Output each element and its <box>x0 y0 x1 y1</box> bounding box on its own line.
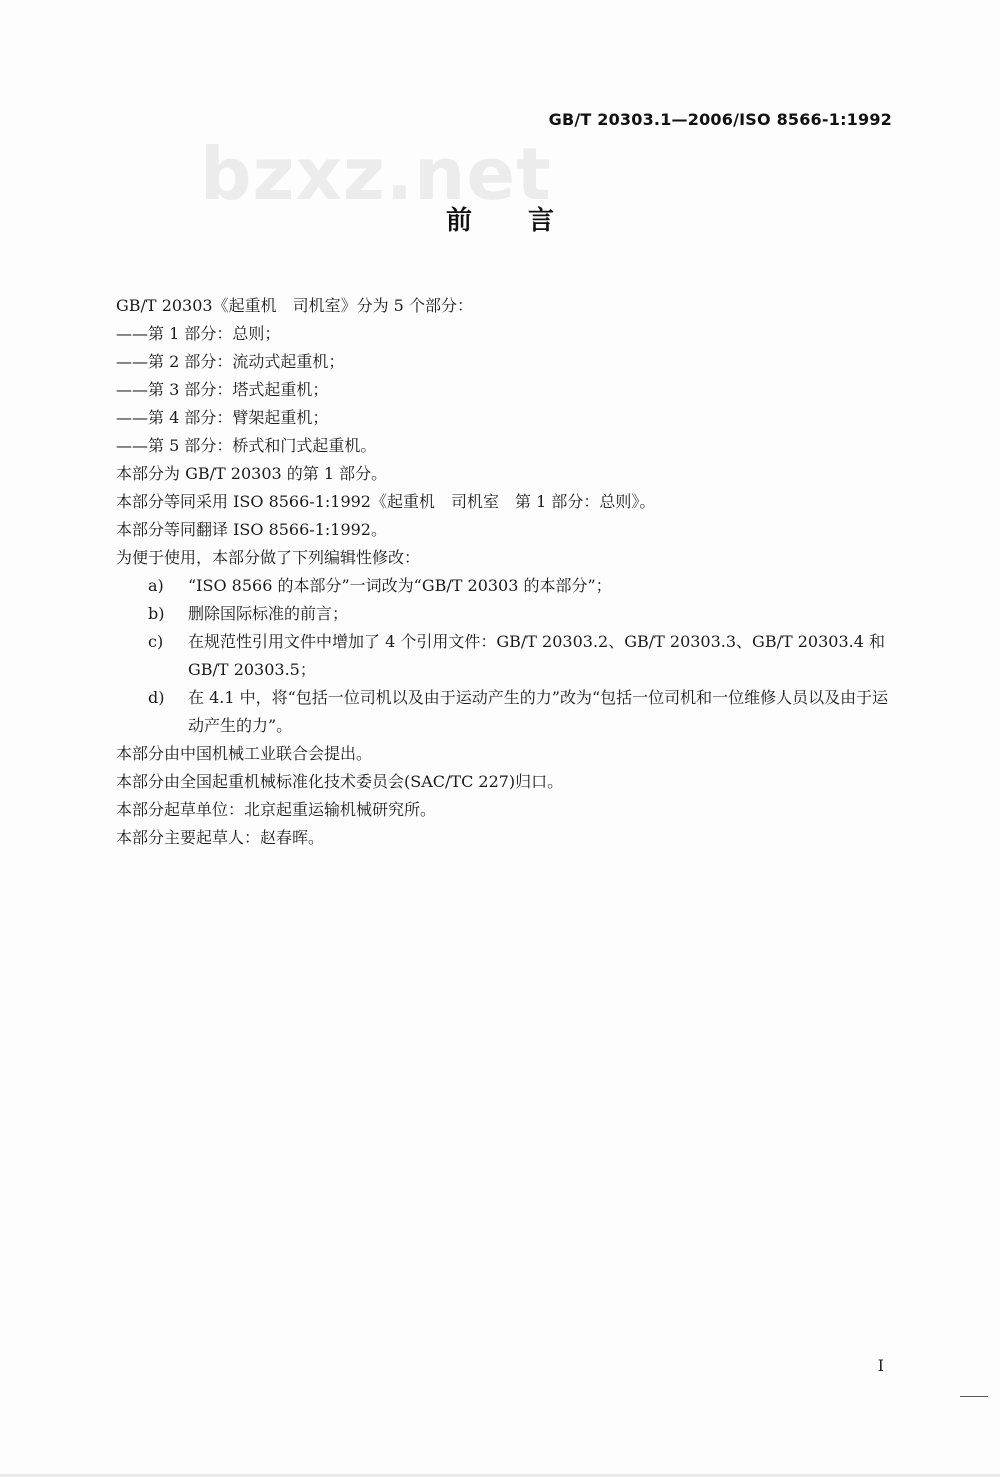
edit-item <box>116 600 896 628</box>
intro-line: GB/T 20303《起重机 司机室》分为 5 个部分： <box>116 296 473 315</box>
standard-code: GB/T 20303.1—2006/ISO 8566-1:1992 <box>548 110 892 129</box>
edit-item <box>116 628 896 684</box>
paragraph: 本部分由中国机械工业联合会提出。 <box>116 744 373 763</box>
paragraph: 本部分主要起草人：赵春晖。 <box>116 828 325 847</box>
edit-item-mark: a) <box>148 576 164 595</box>
paragraph: 本部分等同采用 ISO 8566-1:1992《起重机 司机室 第 1 部分：总则》。 <box>116 492 656 511</box>
edit-item-text: “ISO 8566 的本部分”一词改为“GB/T 20303 的本部分”； <box>188 576 612 595</box>
part-item: ——第 4 部分：臂架起重机； <box>116 408 329 427</box>
paragraph: 本部分等同翻译 ISO 8566-1:1992。 <box>116 520 387 539</box>
page-number: I <box>877 1356 884 1375</box>
foreword-body <box>116 292 896 852</box>
edit-item-text: 在 4.1 中，将“包括一位司机以及由于运动产生的力”改为“包括一位司机和一位维修人员以及由于运动产生的力”。 <box>188 688 889 735</box>
page-title: 前言 <box>445 206 610 236</box>
edit-item-mark: b) <box>148 604 165 623</box>
part-item: ——第 5 部分：桥式和门式起重机。 <box>116 436 377 455</box>
paragraph: 本部分起草单位：北京起重运输机械研究所。 <box>116 800 437 819</box>
edit-item-text: 删除国际标准的前言； <box>188 604 349 623</box>
part-item: ——第 2 部分：流动式起重机； <box>116 352 345 371</box>
part-item: ——第 3 部分：塔式起重机； <box>116 380 329 399</box>
paragraph: 本部分为 GB/T 20303 的第 1 部分。 <box>116 464 388 483</box>
edit-item-mark: d) <box>148 688 165 707</box>
edit-item <box>116 572 896 600</box>
paragraph: 为便于使用，本部分做了下列编辑性修改： <box>116 548 421 567</box>
watermark: bzxz.net <box>200 132 552 216</box>
edit-item-mark: c) <box>148 632 164 651</box>
part-item: ——第 1 部分：总则； <box>116 324 281 343</box>
paragraph: 本部分由全国起重机械标准化技术委员会(SAC/TC 227)归口。 <box>116 772 564 791</box>
edit-item <box>116 684 896 740</box>
scan-edge-mark <box>960 1396 988 1397</box>
edit-item-text: 在规范性引用文件中增加了 4 个引用文件：GB/T 20303.2、GB/T 20303.3、GB/T 20303.4 和 GB/T 20303.5； <box>188 632 885 679</box>
